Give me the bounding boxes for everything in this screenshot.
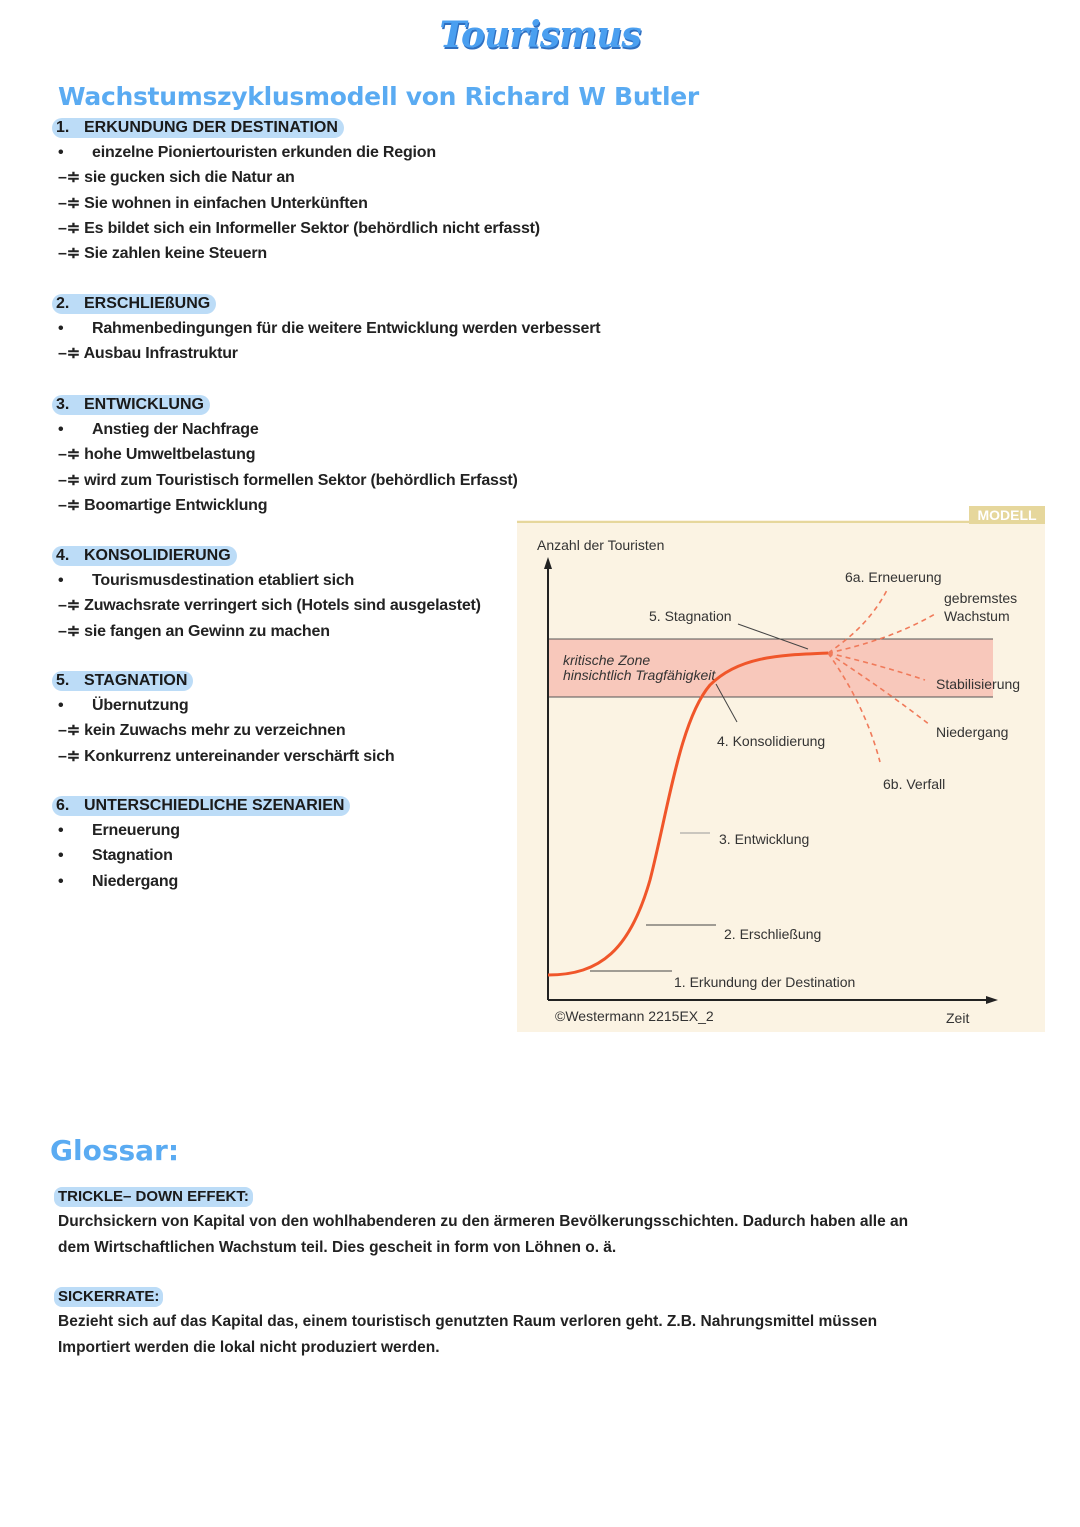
bullet-icon: • — [58, 320, 64, 338]
figure-credit: ©Westermann 2215EX_2 — [555, 1008, 714, 1024]
glossary-title: Glossar: — [50, 1134, 180, 1167]
section-number: 6. — [56, 797, 70, 814]
arrow-icon: –≑ — [58, 194, 80, 212]
section-heading — [52, 671, 193, 691]
arrow-text: sie gucken sich die Natur an — [84, 169, 295, 187]
section-number: 1. — [56, 119, 70, 136]
arrow-text: Es bildet sich ein Informeller Sektor (behördlich nicht erfasst) — [84, 219, 540, 237]
arrow-icon: –≑ — [58, 747, 80, 765]
section-number: 5. — [56, 672, 70, 689]
section-title: ERKUNDUNG DER DESTINATION — [84, 119, 338, 136]
section-title: KONSOLIDIERUNG — [84, 547, 231, 564]
arrow-text: sie fangen an Gewinn zu machen — [84, 622, 330, 640]
bullet-item — [58, 872, 178, 892]
zone-label-2: hinsichtlich Tragfähigkeit — [563, 667, 716, 683]
label-erneuerung: 6a. Erneuerung — [845, 569, 942, 585]
bullet-item — [58, 420, 259, 440]
bullet-item — [58, 821, 180, 841]
arrow-icon: –≑ — [58, 496, 80, 514]
section-heading — [52, 395, 210, 415]
section-heading — [52, 796, 350, 816]
bullet-icon: • — [58, 572, 64, 590]
arrow-text: Sie zahlen keine Steuern — [84, 245, 267, 262]
arrow-item — [58, 194, 368, 214]
bullet-text: Rahmenbedingungen für die weitere Entwicklung werden verbessert — [92, 320, 601, 338]
glossary-definition-line: Importiert werden die lokal nicht produziert werden. — [58, 1338, 440, 1356]
bullet-text: Niedergang — [92, 872, 179, 890]
arrow-item — [58, 344, 238, 364]
arrow-text: wird zum Touristisch formellen Sektor (behördlich Erfasst) — [84, 471, 518, 489]
arrow-text: Boomartige Entwicklung — [84, 496, 268, 514]
arrow-item — [58, 445, 255, 465]
section-heading — [52, 294, 216, 314]
butler-model-figure — [517, 503, 1047, 1035]
zone-label-1: kritische Zone — [563, 652, 651, 668]
section-title: ERSCHLIEßUNG — [84, 295, 211, 312]
bullet-text: einzelne Pioniertouristen erkunden die Region — [92, 144, 436, 162]
label-verfall: 6b. Verfall — [883, 776, 946, 792]
section-number: 2. — [56, 295, 70, 312]
bullet-text: Stagnation — [92, 847, 173, 865]
arrow-item — [58, 596, 481, 616]
arrow-item — [58, 747, 394, 767]
label-stagnation: 5. Stagnation — [649, 608, 732, 624]
label-erkundung: 1. Erkundung der Destination — [674, 974, 856, 990]
label-konsolidierung: 4. Konsolidierung — [717, 733, 826, 749]
arrow-icon: –≑ — [58, 622, 80, 640]
label-erschliessung: 2. Erschließung — [724, 926, 822, 942]
arrow-item — [58, 622, 330, 642]
arrow-item — [58, 471, 518, 491]
bullet-item — [58, 846, 173, 866]
page-title: Tourismus — [439, 14, 641, 56]
glossary-term: SICKERRATE: — [54, 1287, 163, 1307]
arrow-icon: –≑ — [58, 245, 80, 262]
section-title: ENTWICKLUNG — [84, 396, 204, 413]
arrow-text: Ausbau Infrastruktur — [83, 345, 238, 363]
glossary-definition-line: dem Wirtschaftlichen Wachstum teil. Dies gescheit in form von Löhnen o. ä. — [58, 1238, 617, 1256]
arrow-text: Konkurrenz untereinander verschärft sich — [84, 747, 395, 765]
bullet-icon: • — [58, 697, 64, 715]
section-number: 3. — [56, 396, 70, 413]
label-entwicklung: 3. Entwicklung — [719, 831, 810, 847]
arrow-item — [58, 168, 295, 188]
bullet-item — [58, 571, 354, 591]
subtitle: Wachstumszyklusmodell von Richard W Butler — [58, 82, 699, 111]
bullet-icon: • — [58, 847, 64, 865]
arrow-item — [58, 496, 267, 516]
bullet-icon: • — [58, 421, 64, 439]
bullet-text: Übernutzung — [92, 697, 189, 715]
section-title: STAGNATION — [84, 672, 188, 689]
arrow-item — [58, 244, 267, 264]
arrow-icon: –≑ — [58, 446, 80, 464]
arrow-icon: –≑ — [58, 471, 80, 489]
arrow-item — [58, 219, 540, 239]
glossary-definition-line: Bezieht sich auf das Kapital das, einem touristisch genutzten Raum verloren geht. Z.B. Nahrungsmittel müssen — [58, 1313, 878, 1330]
label-gebremstes: gebremstes — [944, 590, 1018, 606]
label-niedergang: Niedergang — [936, 724, 1009, 740]
arrow-icon: –≑ — [58, 219, 80, 237]
arrow-text: Sie wohnen in einfachen Unterkünften — [84, 194, 368, 212]
arrow-icon: –≑ — [58, 722, 80, 740]
bullet-text: Erneuerung — [92, 822, 180, 840]
label-stabilisierung: Stabilisierung — [936, 676, 1021, 692]
bullet-icon: • — [58, 822, 64, 840]
bullet-icon: • — [58, 144, 64, 162]
section-heading — [52, 546, 237, 566]
bullet-text: Anstieg der Nachfrage — [92, 421, 259, 439]
y-axis-label: Anzahl der Touristen — [537, 537, 665, 553]
arrow-icon: –≑ — [58, 345, 80, 363]
glossary-definition-line: Durchsickern von Kapital von den wohlhabenderen zu den ärmeren Bevölkerungsschichten. Dadurch haben alle an — [58, 1213, 909, 1230]
section-heading — [52, 118, 344, 138]
bullet-text: Tourismusdestination etabliert sich — [92, 572, 355, 590]
arrow-item — [58, 721, 345, 741]
bullet-icon: • — [58, 872, 64, 890]
section-number: 4. — [56, 547, 70, 564]
arrow-icon: –≑ — [58, 597, 80, 615]
bullet-item — [58, 143, 436, 163]
bullet-item — [58, 696, 188, 716]
arrow-icon: –≑ — [58, 169, 80, 187]
arrow-text: kein Zuwachs mehr zu verzeichnen — [84, 722, 346, 740]
arrow-text: hohe Umweltbelastung — [84, 446, 256, 464]
section-title: UNTERSCHIEDLICHE SZENARIEN — [84, 797, 345, 814]
bullet-item — [58, 319, 600, 339]
x-axis-label: Zeit — [946, 1010, 970, 1026]
arrow-text: Zuwachsrate verringert sich (Hotels sind ausgelastet) — [84, 597, 481, 615]
modell-badge-text: MODELL — [977, 507, 1037, 523]
glossary-term: TRICKLE– DOWN EFFEKT: — [54, 1187, 253, 1207]
label-wachstum: Wachstum — [944, 608, 1010, 624]
